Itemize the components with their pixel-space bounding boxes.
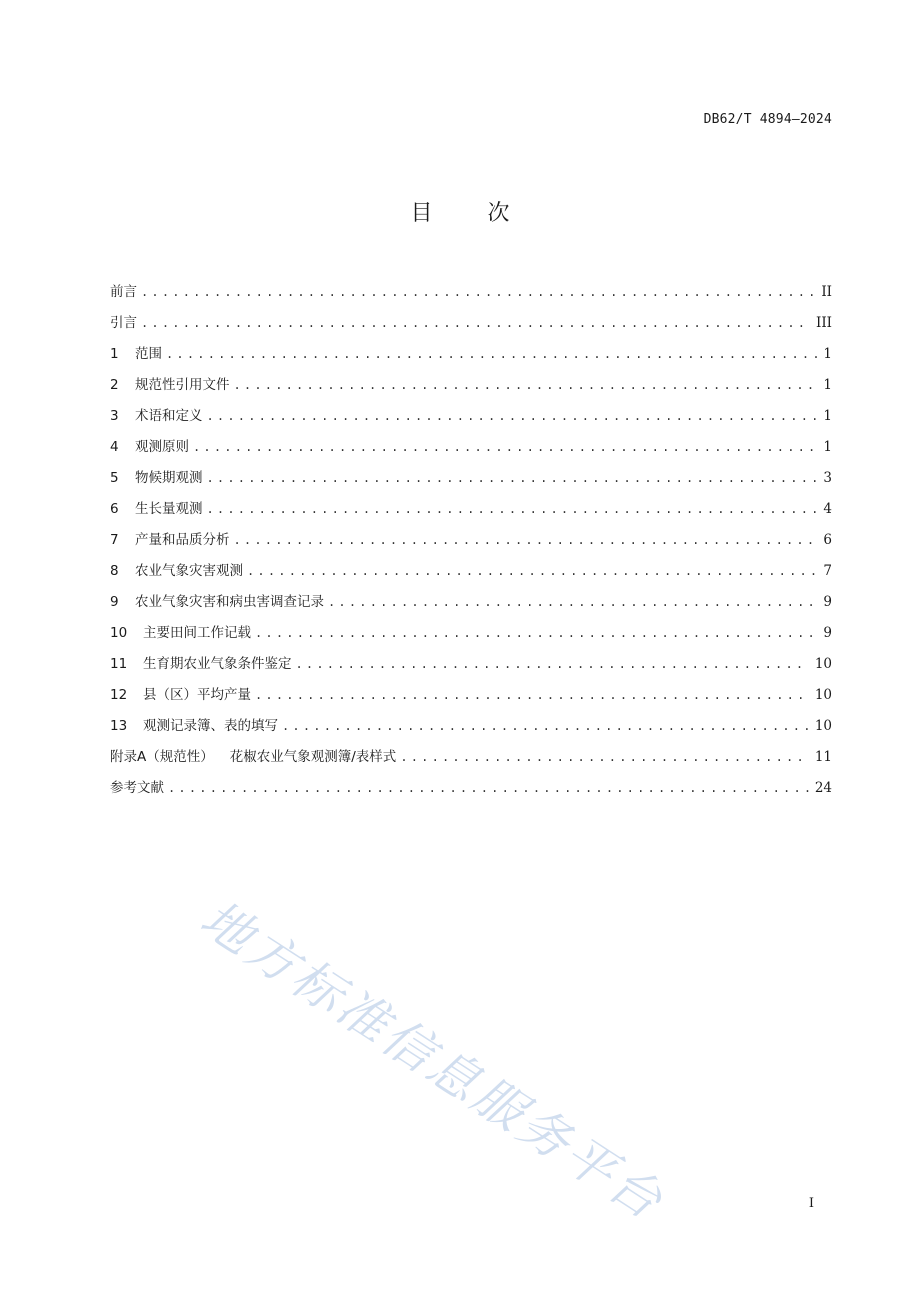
toc-leader-dots (328, 595, 817, 609)
toc-entry-page: 1 (823, 439, 832, 455)
toc-entry-label: 术语和定义 (135, 408, 203, 424)
toc-entry-page: III (816, 315, 832, 331)
toc-leader-dots (166, 347, 817, 361)
toc-leader-dots (255, 688, 809, 702)
toc-entry-page: 10 (814, 718, 832, 734)
toc-entry-number: 12 (110, 687, 128, 703)
toc-leader-dots (234, 533, 818, 547)
page-number: I (808, 1196, 814, 1211)
table-of-contents (110, 280, 832, 807)
toc-heading-char-2: 次 (487, 201, 510, 226)
toc-entry-record-filling[interactable] (110, 714, 832, 745)
toc-entry-page: 11 (814, 749, 832, 765)
toc-entry-label: 物候期观测 (135, 470, 203, 486)
toc-entry-number: 7 (110, 532, 119, 548)
toc-entry-appendix-a[interactable] (110, 745, 832, 776)
toc-entry-page: 4 (823, 501, 832, 517)
toc-entry-label: 产量和品质分析 (135, 532, 230, 548)
toc-entry-observation-principles[interactable] (110, 435, 832, 466)
toc-leader-dots (141, 316, 810, 330)
toc-entry-page: 3 (823, 470, 832, 486)
toc-entry-label: 参考文献 (110, 780, 164, 796)
toc-leader-dots (247, 564, 817, 578)
toc-leader-dots (193, 440, 817, 454)
toc-entry-number: 8 (110, 563, 119, 579)
toc-entry-phenology[interactable] (110, 466, 832, 497)
toc-entry-yield-quality[interactable] (110, 528, 832, 559)
toc-appendix-prefix: 附录A（规范性） (110, 749, 214, 765)
toc-entry-introduction[interactable] (110, 311, 832, 342)
toc-entry-number: 10 (110, 625, 128, 641)
toc-leader-dots (296, 657, 809, 671)
toc-entry-label: 生育期农业气象条件鉴定 (143, 656, 292, 672)
toc-entry-growth[interactable] (110, 497, 832, 528)
toc-entry-page: 9 (823, 594, 832, 610)
toc-leader-dots (207, 409, 818, 423)
toc-entry-label: 规范性引用文件 (135, 377, 230, 393)
toc-leader-dots (207, 502, 818, 516)
toc-entry-label: 观测原则 (135, 439, 189, 455)
toc-entry-field-work[interactable] (110, 621, 832, 652)
toc-entry-number: 6 (110, 501, 119, 517)
toc-leader-dots (400, 750, 809, 764)
toc-entry-label: 前言 (110, 284, 137, 300)
toc-entry-page: 10 (814, 656, 832, 672)
watermark-text: 地方标准信息服务平台 (190, 889, 675, 1232)
toc-entry-number: 5 (110, 470, 119, 486)
toc-leader-dots (255, 626, 817, 640)
toc-entry-number: 1 (110, 346, 119, 362)
toc-entry-page: 10 (814, 687, 832, 703)
toc-entry-page: 7 (823, 563, 832, 579)
toc-entry-label: 农业气象灾害和病虫害调查记录 (135, 594, 324, 610)
toc-entry-page: 9 (823, 625, 832, 641)
toc-entry-label: 引言 (110, 315, 137, 331)
toc-leader-dots (141, 285, 815, 299)
toc-entry-terms-definitions[interactable] (110, 404, 832, 435)
toc-entry-page: II (821, 284, 832, 300)
toc-entry-disaster-pest-survey[interactable] (110, 590, 832, 621)
toc-entry-label: 范围 (135, 346, 162, 362)
toc-entry-page: 6 (823, 532, 832, 548)
toc-entry-normative-references[interactable] (110, 373, 832, 404)
toc-entry-label: 观测记录簿、表的填写 (143, 718, 278, 734)
toc-entry-page: 1 (823, 346, 832, 362)
toc-heading-char-1: 目 (410, 201, 433, 226)
toc-entry-number: 9 (110, 594, 119, 610)
toc-appendix-title: 花椒农业气象观测簿/表样式 (229, 749, 397, 765)
toc-entry-number: 3 (110, 408, 119, 424)
toc-entry-conditions-assessment[interactable] (110, 652, 832, 683)
toc-entry-label: 主要田间工作记载 (143, 625, 251, 641)
toc-entry-page: 24 (814, 780, 832, 796)
toc-entry-page: 1 (823, 408, 832, 424)
toc-entry-number: 11 (110, 656, 128, 672)
toc-entry-page: 1 (823, 377, 832, 393)
document-code: DB62/T 4894—2024 (703, 112, 832, 127)
toc-leader-dots (282, 719, 809, 733)
toc-heading (0, 196, 920, 227)
toc-entry-label: 生长量观测 (135, 501, 203, 517)
toc-entry-label (110, 745, 400, 765)
toc-entry-scope[interactable] (110, 342, 832, 373)
toc-leader-dots (168, 781, 809, 795)
toc-entry-foreword[interactable] (110, 280, 832, 311)
toc-entry-label: 农业气象灾害观测 (135, 563, 243, 579)
toc-entry-bibliography[interactable] (110, 776, 832, 807)
toc-entry-number: 2 (110, 377, 119, 393)
toc-entry-label: 县（区）平均产量 (143, 687, 251, 703)
toc-entry-disaster-observation[interactable] (110, 559, 832, 590)
toc-leader-dots (234, 378, 818, 392)
toc-entry-county-yield[interactable] (110, 683, 832, 714)
toc-leader-dots (207, 471, 818, 485)
toc-entry-number: 13 (110, 718, 128, 734)
toc-entry-number: 4 (110, 439, 119, 455)
